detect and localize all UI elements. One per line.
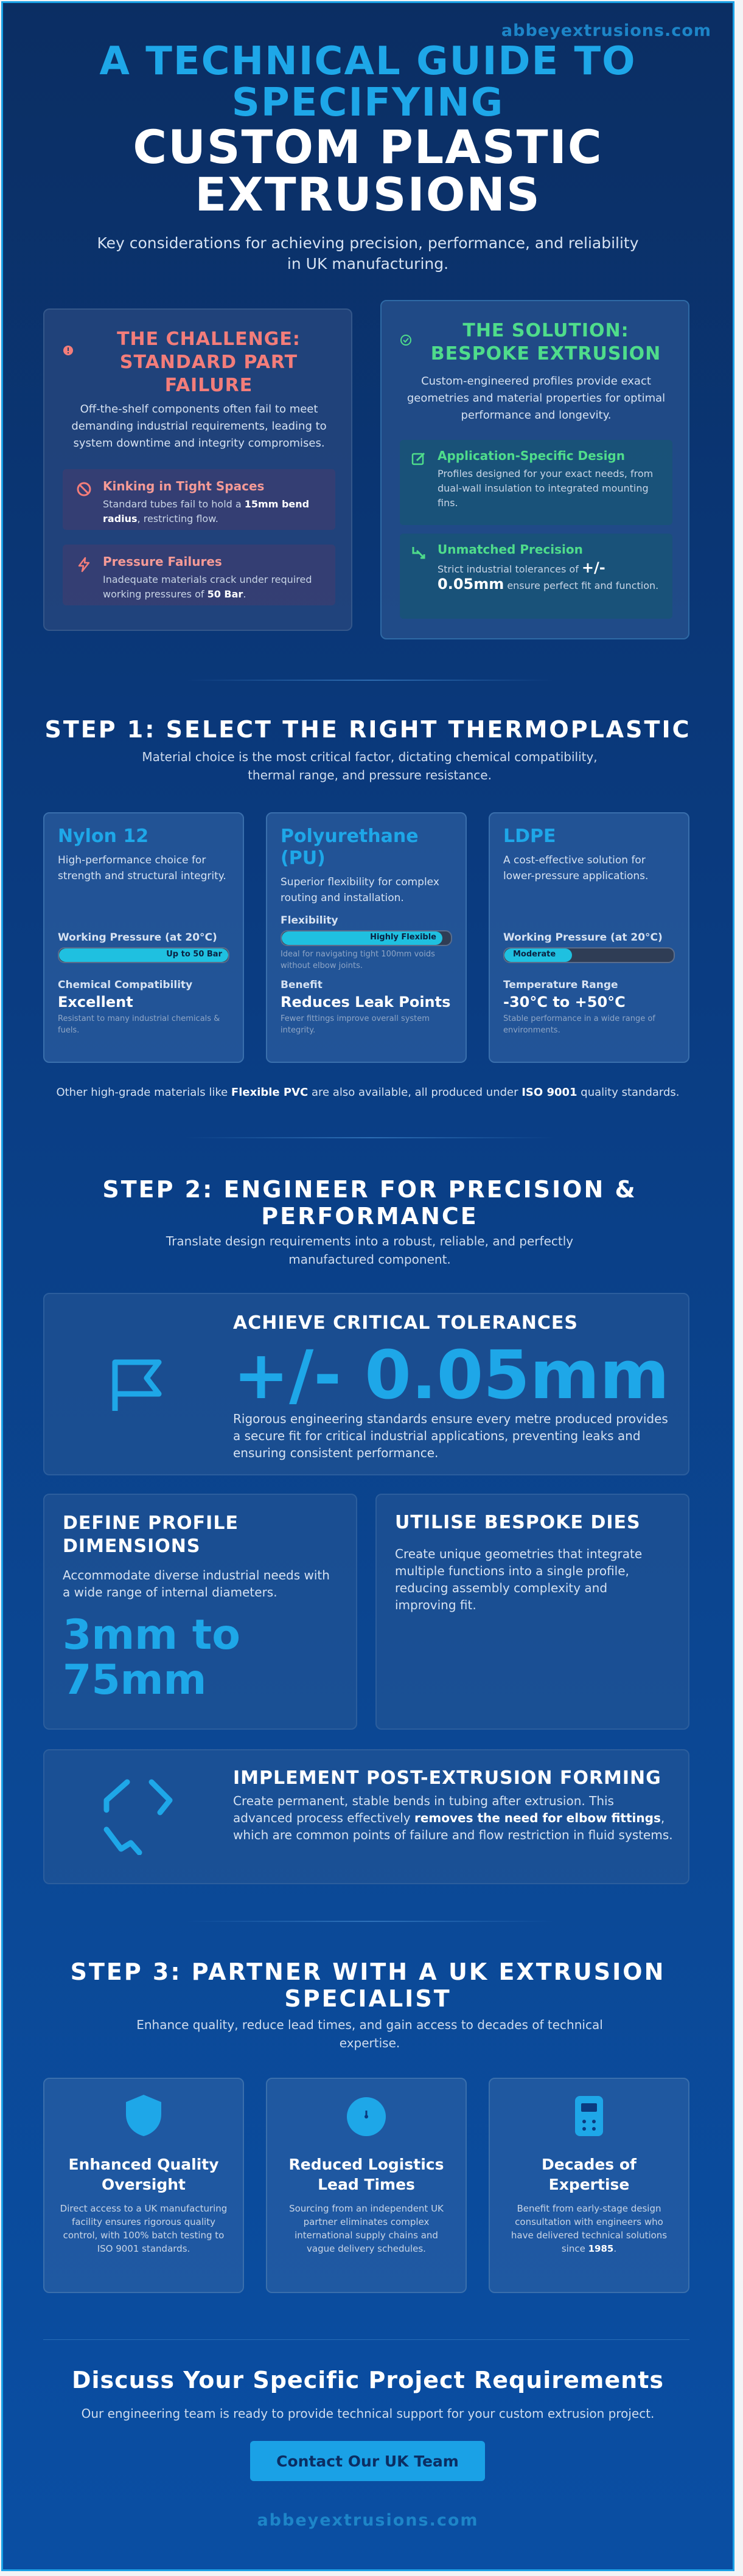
step3-title-line1: STEP 3: PARTNER WITH A UK EXTRUSION [70, 1958, 666, 1985]
feature-text-bold: +/- 0.05mm [438, 559, 605, 593]
step1-title: STEP 1: SELECT THE RIGHT THERMOPLASTIC [44, 716, 691, 743]
warning-icon [63, 345, 74, 358]
material-card-pu [266, 812, 467, 1063]
issue-text-part: Standard tubes fail to hold a [103, 498, 245, 510]
feature-title: Unmatched Precision [438, 542, 583, 557]
feature-title: Application-Specific Design [438, 448, 625, 463]
solution-card [380, 300, 689, 639]
issue-pressure [63, 545, 335, 605]
benefit-text-part: . [613, 2243, 617, 2254]
issue-text-bold: 50 Bar [207, 588, 243, 600]
step2-title: STEP 2: ENGINEER FOR PRECISION & PERFORMANCE [102, 1176, 637, 1230]
dies-card [375, 1494, 689, 1730]
property-value: -30°C to +50°C [503, 994, 626, 1011]
challenge-title: THE CHALLENGE: STANDARD PART FAILURE [117, 329, 301, 396]
bar-text: Highly Flexible [370, 933, 436, 942]
property-note: Resistant to many industrial chemicals & fuels. [58, 1014, 220, 1035]
bar-note [58, 966, 229, 979]
contact-button[interactable]: Contact Our UK Team [250, 2441, 485, 2481]
dies-desc: Create unique geometries that integrate multiple functions into a single profile, reducing assembly complexity and improving fit. [395, 1547, 643, 1612]
material-desc: A cost-effective solution for lower-pressure applications. [503, 854, 649, 882]
solution-body: Custom-engineered profiles provide exact geometries and material properties for optimal performance and longevity. [406, 375, 666, 422]
shield-icon [59, 2092, 228, 2141]
hero-title-line1: A TECHNICAL GUIDE TO [99, 39, 637, 84]
tolerance-desc: Rigorous engineering standards ensure every metre produced provides a secure fit for critical industrial applications, preventing leaks and ensuring consistent performance. [233, 1412, 668, 1460]
dies-title: UTILISE BESPOKE DIES [395, 1512, 641, 1533]
benefit-text-part: Direct access to a UK manufacturing facility ensures rigorous quality control, with 100% batch testing to ISO 9001 standards. [60, 2203, 228, 2254]
section-divider [186, 680, 554, 681]
document-icon [504, 2092, 674, 2141]
challenge-body: Off-the-shelf components often fail to meet demanding industrial requirements, leading to system downtime and integrity compromises. [71, 403, 327, 450]
feature-precision [400, 534, 672, 619]
benefit-text [282, 2202, 451, 2255]
property-note: Stable performance in a wide range of environments. [503, 1014, 655, 1035]
material-desc: High-performance choice for strength and structural integrity. [58, 854, 226, 882]
forming-desc-part: Create permanent, stable bends in tubing after extrusion. This advanced process effectively [233, 1794, 614, 1825]
tolerance-title: ACHIEVE CRITICAL TOLERANCES [233, 1312, 578, 1334]
section-divider [186, 1137, 554, 1138]
feature-text [438, 560, 664, 593]
property-value: Excellent [58, 994, 133, 1011]
forming-title: IMPLEMENT POST-EXTRUSION FORMING [233, 1767, 661, 1789]
tolerance-value: +/- 0.05mm [233, 1336, 669, 1414]
property-label: Benefit [281, 979, 323, 991]
clock-icon [282, 2092, 451, 2141]
footnote-part: quality standards. [577, 1086, 680, 1099]
forming-desc-part: , which are common points of failure and flow restriction in fluid systems. [233, 1811, 673, 1842]
forming-desc [233, 1792, 677, 1843]
tolerance-card [43, 1293, 689, 1475]
benefit-card-quality [43, 2078, 244, 2293]
challenge-header [63, 328, 337, 397]
issue-kinking [63, 469, 335, 530]
material-card-ldpe [489, 812, 689, 1063]
hero-subtitle: Key considerations for achieving precision, performance, and reliability in UK manufacturing. [97, 234, 639, 273]
dimensions-card [43, 1494, 357, 1730]
step2-subtitle: Translate design requirements into a robust, reliable, and perfectly manufactured component. [166, 1234, 574, 1267]
tolerance-text [233, 1312, 677, 1461]
check-circle-icon [400, 334, 412, 349]
precision-icon [411, 545, 427, 563]
benefit-text [59, 2202, 228, 2255]
footnote-part: Other high-grade materials like [56, 1086, 231, 1099]
hero [3, 41, 733, 274]
solution-header [400, 319, 674, 366]
step3-title-line2: SPECIALIST [284, 1985, 452, 2012]
materials-footnote [3, 1086, 733, 1099]
flexibility-bar [281, 930, 452, 946]
cta-title: Discuss Your Specific Project Requirements [71, 2367, 665, 2393]
forming-desc-bold: removes the need for elbow fittings [414, 1811, 661, 1825]
metric-label: Working Pressure (at 20°C) [503, 931, 663, 944]
edit-icon [411, 451, 427, 469]
benefit-title: Decades of Expertise [542, 2156, 637, 2193]
pressure-bar [503, 947, 675, 963]
issue-title: Pressure Failures [103, 554, 222, 569]
brand-header[interactable]: abbeyextrusions.com [501, 21, 711, 40]
metric-label: Working Pressure (at 20°C) [58, 931, 217, 944]
hero-title-line3: CUSTOM PLASTIC [133, 120, 603, 174]
forming-text [233, 1767, 677, 1843]
bar-text: Moderate [513, 950, 556, 959]
feature-text-part: Strict industrial tolerances of [438, 563, 582, 575]
benefit-title: Reduced Logistics Lead Times [288, 2156, 444, 2193]
footnote-bold: Flexible PVC [231, 1086, 309, 1099]
pressure-bar [58, 947, 229, 963]
bar-note [503, 966, 675, 979]
feature-text [438, 467, 664, 510]
infographic-page [1, 1, 734, 2571]
footnote-part: are also available, all produced under [308, 1086, 522, 1099]
benefit-card-logistics [266, 2078, 467, 2293]
dimensions-value: 3mm to 75mm [63, 1611, 240, 1704]
bar-text: Up to 50 Bar [166, 950, 222, 959]
feature-design [400, 440, 672, 525]
dimensions-title: DEFINE PROFILE DIMENSIONS [63, 1513, 239, 1557]
hero-title-line4: EXTRUSIONS [195, 167, 541, 221]
feature-text-part: ensure perfect fit and function. [504, 580, 659, 591]
bar-note: Ideal for navigating tight 100mm voids without elbow joints. [281, 950, 435, 970]
bend-icon [103, 1776, 182, 1857]
section-divider [43, 2339, 689, 2340]
property-value: Reduces Leak Points [281, 994, 451, 1011]
material-name: Nylon 12 [58, 826, 149, 847]
benefit-text-part: Benefit from early-stage design consultation with engineers who have delivered technical solutions since [511, 2203, 668, 2254]
flag-icon [108, 1355, 169, 1418]
issue-text-part: , restricting flow. [137, 513, 218, 524]
step3-subtitle: Enhance quality, reduce lead times, and gain access to decades of technical expertise. [136, 2017, 603, 2050]
benefit-text [504, 2202, 674, 2255]
challenge-card [43, 308, 352, 631]
property-label: Chemical Compatibility [58, 979, 193, 991]
brand-footer[interactable]: abbeyextrusions.com [257, 2511, 479, 2530]
benefit-title: Enhanced Quality Oversight [68, 2156, 219, 2193]
feature-text-part: Profiles designed for your exact needs, from dual-wall insulation to integrated mounting fins. [438, 468, 654, 509]
material-card-nylon [43, 812, 244, 1063]
issue-title: Kinking in Tight Spaces [103, 479, 265, 493]
benefit-text-part: Sourcing from an independent UK partner eliminates complex international supply chains and vague delivery schedules. [289, 2203, 444, 2254]
benefit-card-expertise [489, 2078, 689, 2293]
step1-subtitle: Material choice is the most critical factor, dictating chemical compatibility, thermal range, and pressure resistance. [142, 750, 598, 782]
material-desc: Superior flexibility for complex routing and installation. [281, 876, 439, 904]
no-entry-icon [76, 481, 92, 500]
hero-title-line2: SPECIFYING [231, 80, 504, 125]
forming-card [43, 1749, 689, 1884]
issue-text [103, 573, 326, 602]
section-divider [186, 1921, 554, 1922]
material-name: Polyurethane (PU) [281, 826, 419, 869]
issue-text-part: . [243, 588, 246, 600]
property-label: Temperature Range [503, 979, 618, 991]
cta-subtitle: Our engineering team is ready to provide technical support for your custom extrusion project. [81, 2406, 655, 2421]
material-name: LDPE [503, 826, 556, 847]
issue-text [103, 497, 326, 526]
issue-text-part: Inadequate materials crack under required working pressures of [103, 574, 312, 600]
dimensions-desc: Accommodate diverse industrial needs with a wide range of internal diameters. [63, 1568, 330, 1600]
property-note: Fewer fittings improve overall system integrity. [281, 1014, 430, 1035]
footnote-bold: ISO 9001 [521, 1086, 577, 1099]
lightning-icon [76, 557, 92, 575]
issue-text-bold: 15mm bend radius [103, 498, 310, 524]
metric-label: Flexibility [281, 914, 338, 927]
solution-title: THE SOLUTION: BESPOKE EXTRUSION [430, 320, 661, 364]
benefit-text-bold: 1985 [588, 2243, 614, 2254]
